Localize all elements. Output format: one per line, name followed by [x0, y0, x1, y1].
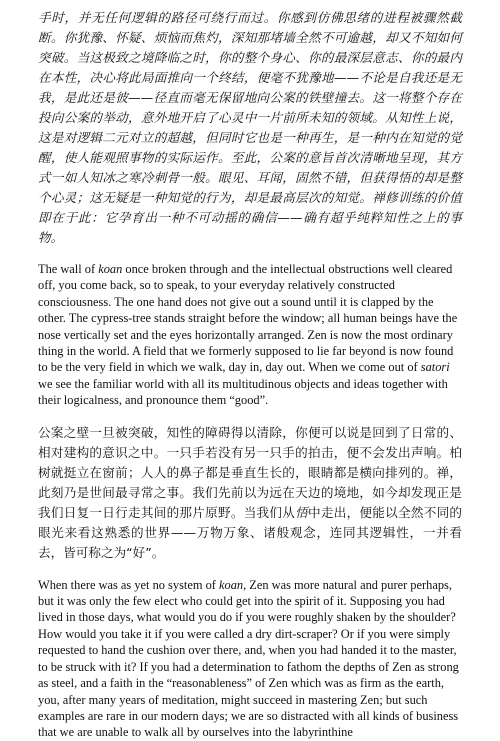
text-run: The wall of [38, 262, 99, 276]
text-run: once broken through and the intellectual obstructions well cleared off, you come back, so to speak, to your everyday relatively constructed consciousness. The one hand does not give out a sound until it is clapped by the other. The cypress-tree stands straight before the window; all human beings have the nose vertically set and the eyes horizontally arranged. Zen is now the most ordinary thing in the world. A field that we formerly supposed to lie far beyond is now found to be the very field in which we walk, day in, day out. When we come out of [38, 262, 458, 375]
chinese-paragraph-2 [38, 423, 462, 563]
italic-term-satori: satori [420, 360, 450, 375]
text-run: we see the familiar world with all its multitudinous objects and ideas together with their logicalness, and pronounce them “good”. [38, 376, 448, 408]
italic-term-koan: koan, [219, 577, 247, 592]
text-run: 中走出，便能以全然不同的眼光来看这熟悉的世界——万物万象、诸般观念，连同其逻辑性，一并看去，皆可称之为“好”。 [38, 504, 463, 560]
document-page [38, 8, 462, 741]
italic-term-koan: koan [98, 262, 123, 276]
text-run: 公案之壁一旦被突破，知性的障碍得以清除，你便可以说是回到了日常的、相对建构的意识之中。一只手若没有另一只手的拍击，便不会发出声响。柏树就挺立在窗前；人人的鼻子都是垂直生长的，眼睛都是横向排列的。禅，此刻乃是世间最寻常之事。我们先前以为远在天边的境地，如今却发现正是我们日复一日行走其间的那片原野。当我们从 [38, 424, 462, 520]
english-paragraph-1 [38, 261, 462, 409]
text-run: When there was as yet no system of [38, 577, 219, 592]
english-paragraph-2 [38, 577, 462, 741]
italic-term-wu: 悟 [295, 504, 308, 520]
text-run: Zen was more natural and purer perhaps, but it was only the few elect who could get into the spirit of it. Supposing you had lived in those days, what would you do if you were roughly shaken by the shoulder? How would you take it if you were called a dry dirt-scraper? Or if you were simply requested to hand the cushion over there, and, when you had handed it to the master, to be struck with it? If you had a determination to fathom the depths of Zen as strong as steel, and a faith in the “reasonableness” of Zen which was as firm as the earth, you, after many years of meditation, might succeed in mastering Zen; but such examples are rare in our modern days; we are so distracted with all kinds of business that we are unable to walk all by ourselves into the labyrinthine [38, 577, 459, 740]
chinese-paragraph-1: 手时，并无任何逻辑的路径可绕行而过。你感到仿佛思绪的进程被骤然截断。你犹豫、怀疑、烦恼而焦灼，深知那堵墙全然不可逾越，却又不知如何突破。当这极致之境降临之时，你的整个身心、你的最深层意志、你的最内在本性，决心将此局面推向一个终结，便毫不犹豫地——不论是自我还是无我，是此还是彼——径直而毫无保留地向公案的铁壁撞去。这一将整个存在投向公案的举动，意外地开启了心灵中一片前所未知的领域。从知性上说，这是对逻辑二元对立的超越，但同时它也是一种再生，是一种内在知觉的觉醒，使人能观照事物的实际运作。至此，公案的意旨首次清晰地呈现，其方式一如人知冰之寒冷刺骨一般。眼见、耳闻，固然不错，但获得悟的却是整个心灵；这无疑是一种知觉的行为，却是最高层次的知觉。禅修训练的价值即在于此：它孕育出一种不可动摇的确信——确有超乎纯粹知性之上的事物。 [38, 10, 462, 245]
